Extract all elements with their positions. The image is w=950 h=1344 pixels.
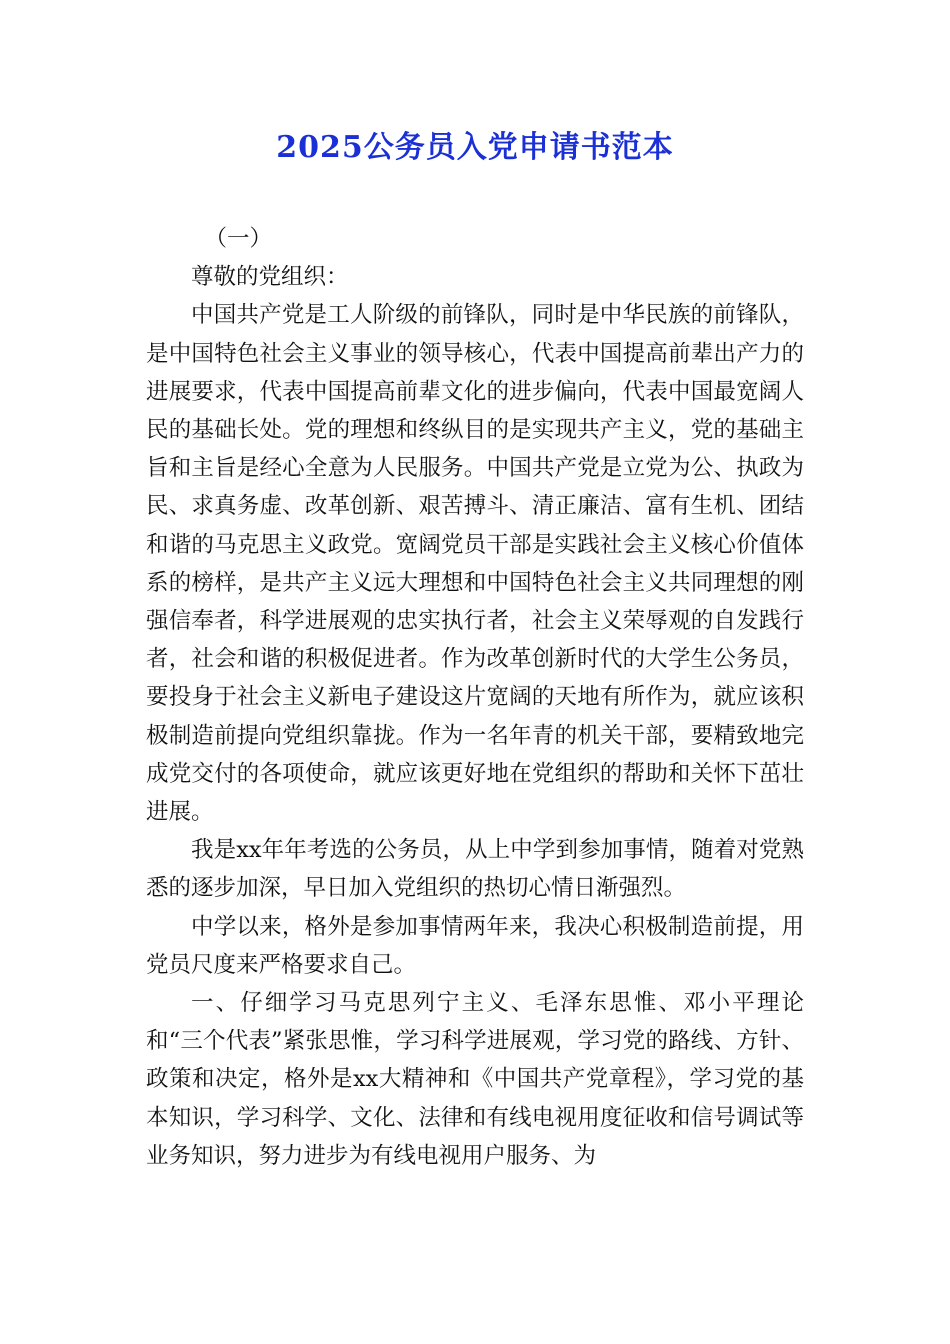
document-title: 2025公务员入党申请书范本 bbox=[276, 130, 674, 165]
paragraph-2: 我是xx年年考选的公务员，从上中学到参加事情，随着对党熟悉的逐步加深，早日加入党组织的热切心情日渐强烈。 bbox=[146, 837, 804, 902]
paragraph-3: 中学以来，格外是参加事情两年来，我决心积极制造前提，用党员尺度来严格要求自己。 bbox=[146, 913, 804, 978]
paragraph-4: 一、仔细学习马克思列宁主义、毛泽东思惟、邓小平理论和“三个代表”紧张思惟，学习科学进展观，学习党的路线、方针、政策和决定，格外是xx大精神和《中国共产党章程》，学习党的基本知识，学习科学、文化、法律和有线电视用度征收和信号调试等业务知识，努力进步为有线电视用户服务、为 bbox=[146, 990, 804, 1169]
document-body bbox=[146, 220, 804, 1175]
section-marker: （一） bbox=[204, 226, 273, 252]
paragraph-1: 中国共产党是工人阶级的前锋队，同时是中华民族的前锋队，是中国特色社会主义事业的领导核心，代表中国提高前辈出产力的进展要求，代表中国提高前辈文化的进步偏向，代表中国最宽阔人民的基础长处。党的理想和终纵目的是实现共产主义，党的基础主旨和主旨是经心全意为人民服务。中国共产党是立党为公、执政为民、求真务虚、改革创新、艰苦搏斗、清正廉洁、富有生机、团结和谐的马克思主义政党。宽阔党员干部是实践社会主义核心价值体系的榜样，是共产主义远大理想和中国特色社会主义共同理想的刚强信奉者，科学进展观的忠实执行者，社会主义荣辱观的自发践行者，社会和谐的积极促进者。作为改革创新时代的大学生公务员，要投身于社会主义新电子建设这片宽阔的天地有所作为，就应该积极制造前提向党组织靠拢。作为一名年青的机关干部，要精致地完成党交付的各项使命，就应该更好地在党组织的帮助和关怀下茁壮进展。 bbox=[146, 302, 804, 826]
salutation: 尊敬的党组织： bbox=[191, 264, 349, 291]
